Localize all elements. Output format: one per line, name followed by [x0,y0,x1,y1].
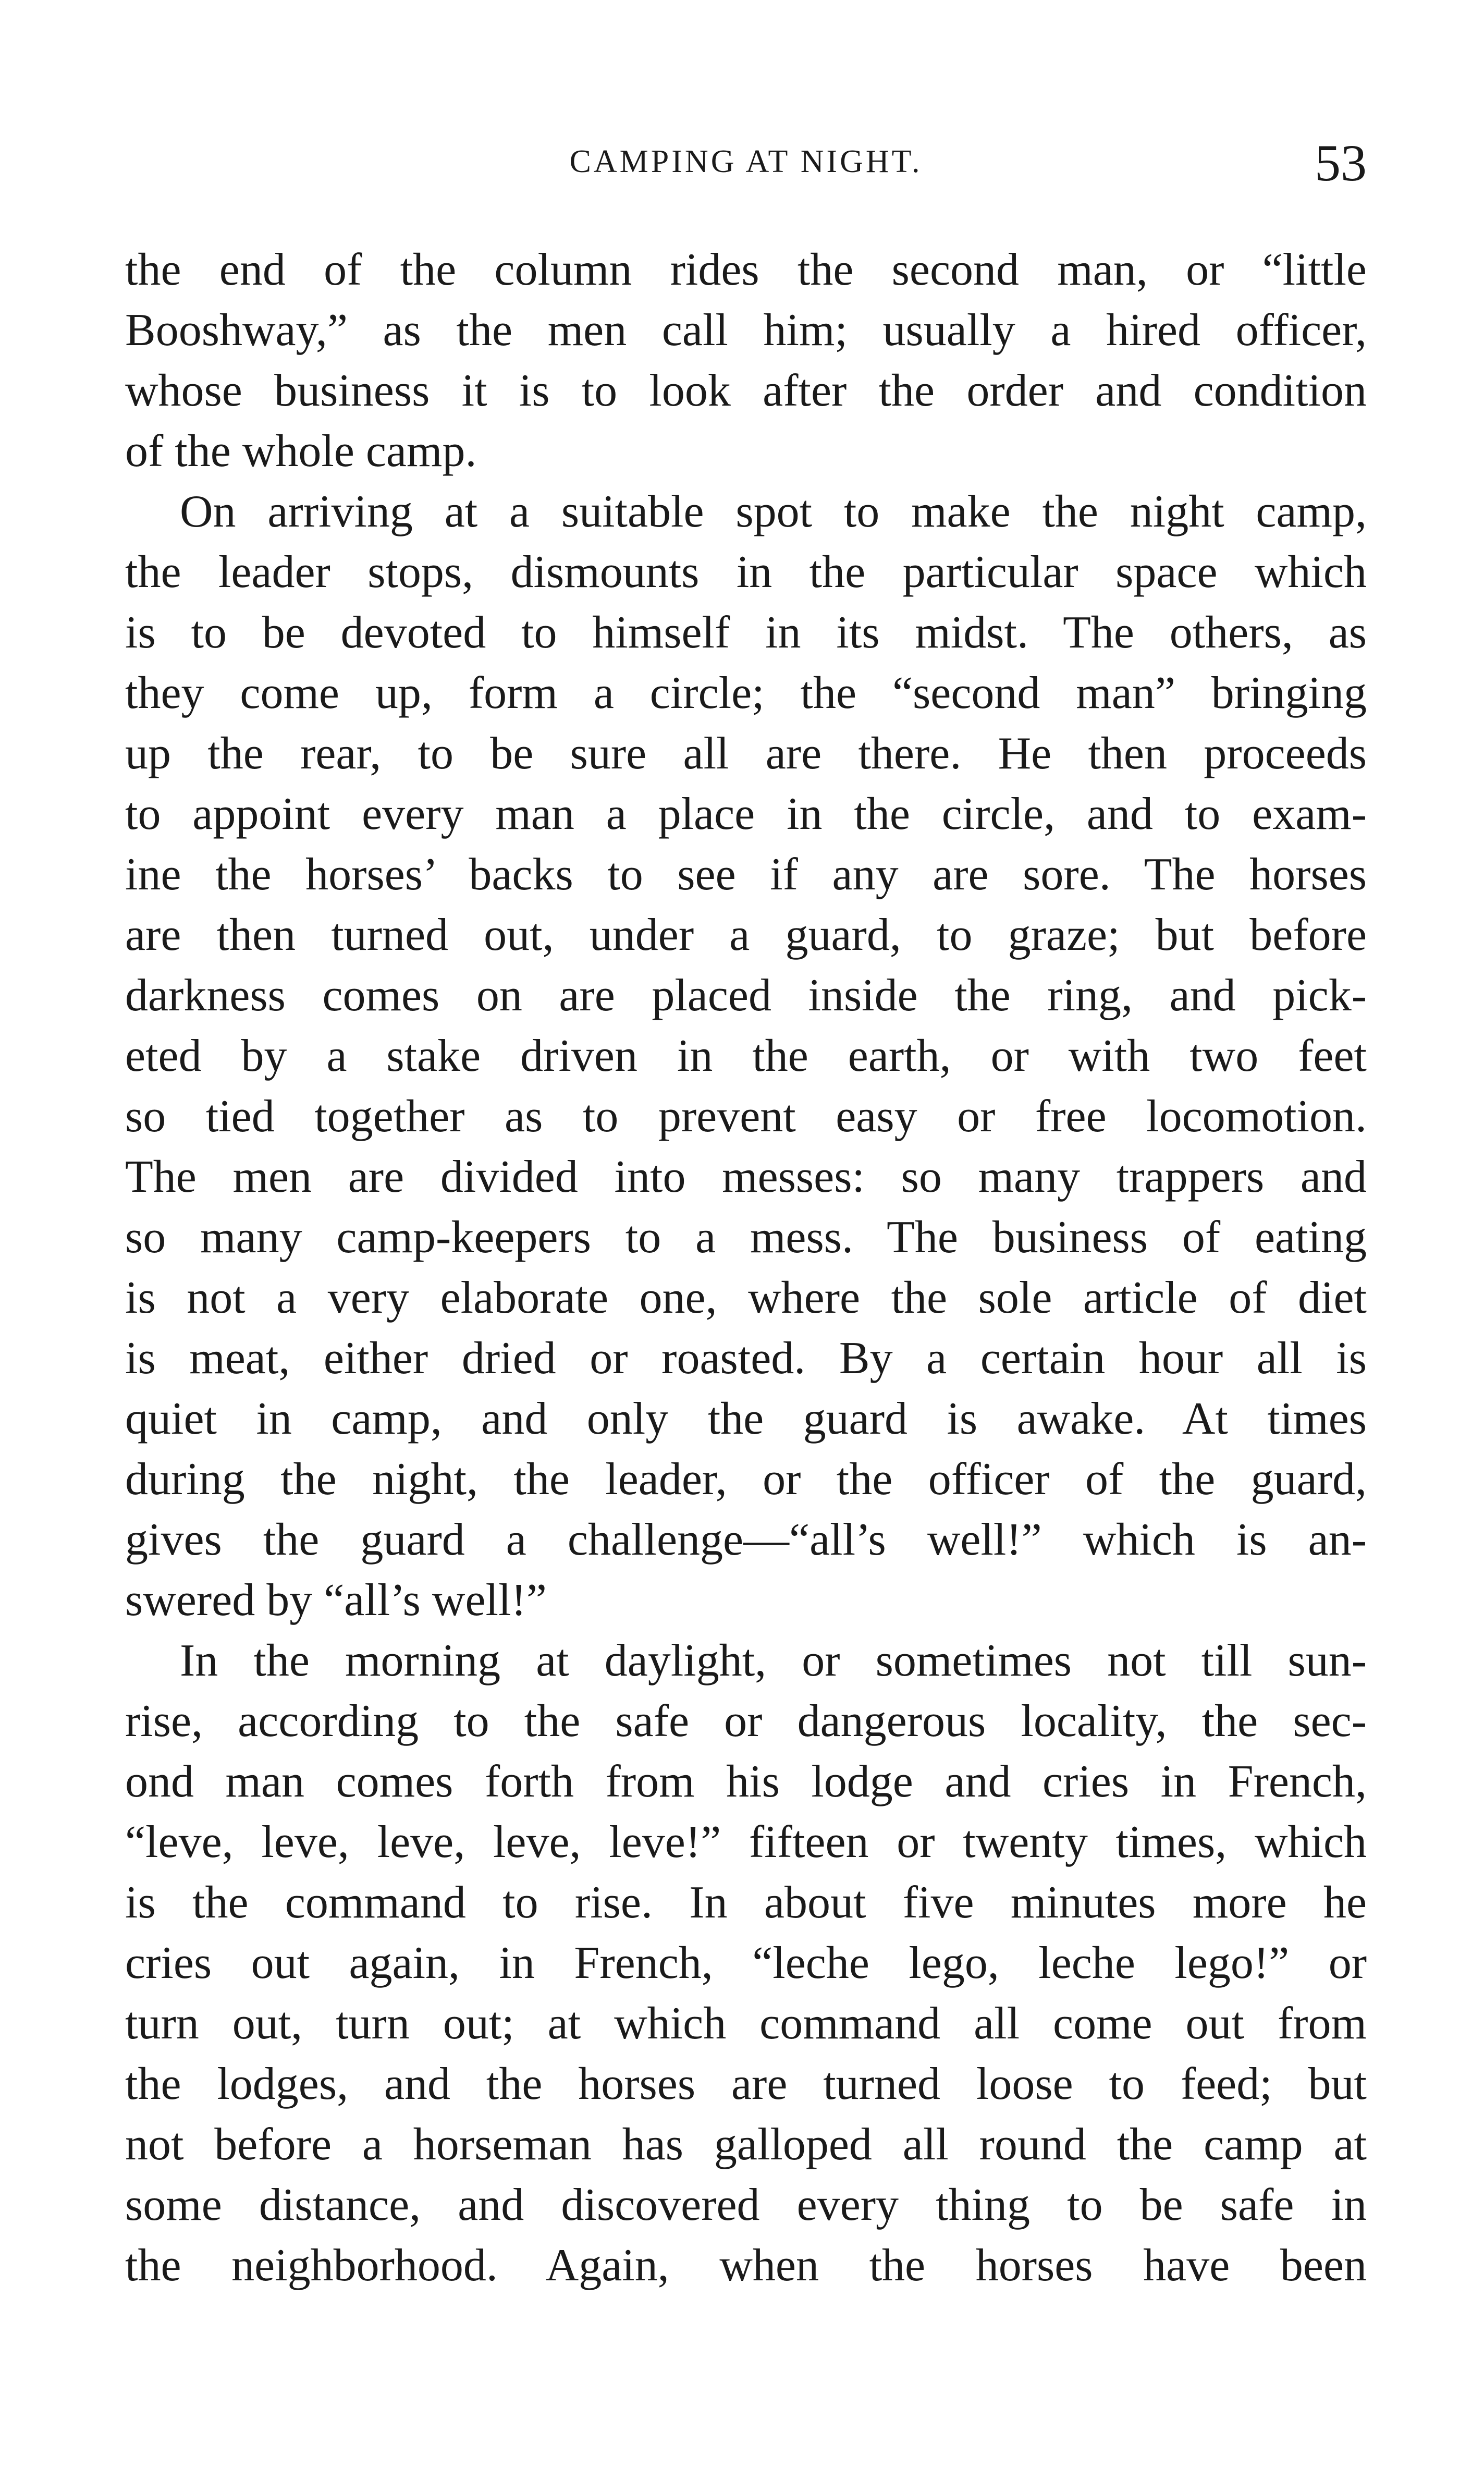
text-line: eted by a stake driven in the earth, or with two feet [125,1031,1367,1081]
text-line: ond man comes forth from his lodge and cries in French, [125,1756,1367,1807]
text-line: quiet in camp, and only the guard is awake. At times [125,1394,1367,1444]
text-line: ine the horses’ backs to see if any are sore. The horses [125,849,1367,900]
text-line: “leve, leve, leve, leve, leve!” fifteen or twenty times, which [125,1817,1367,1867]
text-line: cries out again, in French, “leche lego, leche lego!” or [125,1938,1367,1988]
text-line: of the whole camp. [125,426,477,477]
text-line: darkness comes on are placed inside the ring, and pick- [125,970,1367,1021]
text-line: are then turned out, under a guard, to graze; but before [125,910,1367,960]
body-text [125,240,1367,2296]
text-line: the neighborhood. Again, when the horses have been [125,2240,1367,2291]
text-line: the lodges, and the horses are turned loose to feed; but [125,2059,1367,2109]
text-line: not before a horseman has galloped all round the camp at [125,2119,1367,2170]
text-line: swered by “all’s well!” [125,1575,547,1626]
text-line: the leader stops, dismounts in the particular space which [125,547,1367,597]
page-number: 53 [1315,134,1367,192]
text-line: to appoint every man a place in the circle, and to exam- [125,789,1367,839]
text-line: is the command to rise. In about five minutes more he [125,1877,1367,1928]
text-line: On arriving at a suitable spot to make the night camp, [180,486,1367,537]
page-header [125,133,1367,190]
text-line: so many camp-keepers to a mess. The business of eating [125,1212,1367,1263]
text-line: is not a very elaborate one, where the sole article of diet [125,1273,1367,1323]
text-line: during the night, the leader, or the officer of the guard, [125,1454,1367,1505]
text-line: some distance, and discovered every thing to be safe in [125,2180,1367,2230]
text-line: so tied together as to prevent easy or free locomotion. [125,1091,1367,1142]
text-line: is meat, either dried or roasted. By a certain hour all is [125,1333,1367,1384]
text-line: gives the guard a challenge—“all’s well!” which is an- [125,1514,1367,1565]
running-head: CAMPING AT NIGHT. [569,144,923,179]
text-line: rise, according to the safe or dangerous locality, the sec- [125,1696,1367,1746]
text-line: The men are divided into messes: so many trappers and [125,1152,1367,1202]
text-line: In the morning at daylight, or sometimes not till sun- [180,1635,1367,1686]
text-line: Booshway,” as the men call him; usually a hired officer, [125,305,1367,356]
text-line: the end of the column rides the second man, or “little [125,245,1367,295]
text-line: turn out, turn out; at which command all come out from [125,1998,1367,2049]
text-line: is to be devoted to himself in its midst. The others, as [125,607,1367,658]
text-line: they come up, form a circle; the “second man” bringing [125,668,1367,718]
text-line: up the rear, to be sure all are there. He then proceeds [125,728,1367,779]
text-line: whose business it is to look after the order and condition [125,365,1367,416]
